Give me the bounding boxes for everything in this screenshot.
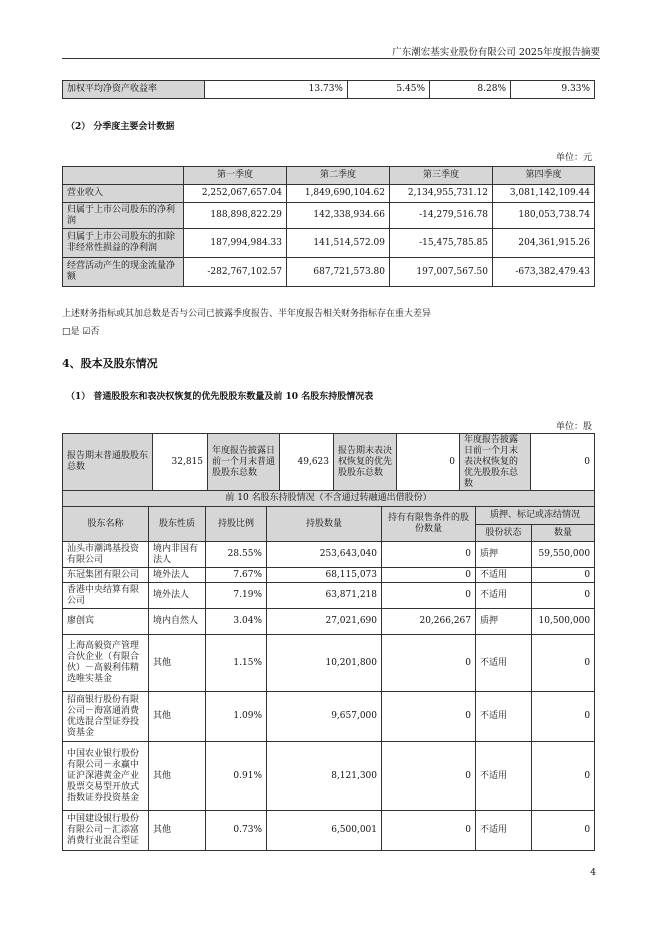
cell-value: 142,338,934.66 xyxy=(287,203,390,229)
holder-name: 东冠集团有限公司 xyxy=(63,568,149,583)
quarterly-unit: 单位：元 xyxy=(555,153,592,163)
quarterly-corner xyxy=(63,167,184,185)
holder-name: 招商银行股份有限公司－海富通消费优选混合型证券投资基金 xyxy=(63,692,149,742)
row-label: 经营活动产生的现金流量净额 xyxy=(63,258,184,287)
holder-quantity: 6,500,001 xyxy=(267,811,382,851)
table-row xyxy=(63,229,595,258)
holder-name: 中国农业银行股份有限公司－永赢中证沪深港黄金产业股票交易型开放式指数证券投资基金 xyxy=(63,742,149,811)
holder-ratio: 1.15% xyxy=(206,635,267,692)
holder-amount: 0 xyxy=(532,692,595,742)
holder-restricted: 0 xyxy=(382,692,476,742)
table-row xyxy=(63,203,595,229)
roe-label: 加权平均净资产收益率 xyxy=(63,81,205,99)
section-4-title: 4、股本及股东情况 xyxy=(62,357,158,370)
holder-status: 不适用 xyxy=(476,568,532,583)
summary-row xyxy=(63,434,595,491)
shareholders-subtitle: （1） 普通股股东和表决权恢复的优先股股东数量及前 10 名股东持股情况表 xyxy=(66,392,374,402)
shareholder-summary-table xyxy=(62,433,595,491)
column-header: 持有有限售条件的股份数量 xyxy=(382,507,476,542)
holder-ratio: 1.09% xyxy=(206,692,267,742)
column-header: 第二季度 xyxy=(287,167,390,185)
holder-nature: 其他 xyxy=(149,742,206,811)
top10-caption-row xyxy=(63,491,595,507)
holder-restricted: 0 xyxy=(382,568,476,583)
holder-amount: 0 xyxy=(532,811,595,851)
cell-value: 687,721,573.80 xyxy=(287,258,390,287)
quarterly-table xyxy=(62,166,595,287)
row-label: 营业收入 xyxy=(63,185,184,203)
holder-status: 质押 xyxy=(476,542,532,568)
holder-quantity: 9,657,000 xyxy=(267,692,382,742)
holder-nature: 其他 xyxy=(149,811,206,851)
roe-row xyxy=(63,81,595,99)
row-label: 归属于上市公司股东的扣除非经常性损益的净利润 xyxy=(63,229,184,258)
cell-value: 197,007,567.50 xyxy=(390,258,493,287)
cell-value: -14,279,516.78 xyxy=(390,203,493,229)
holder-name: 香港中央结算有限公司 xyxy=(63,583,149,609)
cell-value: 187,994,984.33 xyxy=(184,229,287,258)
summary-value: 0 xyxy=(397,434,460,491)
disclosure-choice: □是 ☑否 xyxy=(62,327,100,337)
column-header: 持股比例 xyxy=(206,507,267,542)
holder-name: 中国建设银行股份有限公司－汇添富消费行业混合型证 xyxy=(63,811,149,851)
summary-label: 年度报告披露日前一个月末表决权恢复的优先股股东总数 xyxy=(460,434,531,491)
holder-nature: 境外法人 xyxy=(149,568,206,583)
holder-restricted: 0 xyxy=(382,811,476,851)
holder-restricted: 0 xyxy=(382,742,476,811)
holder-nature: 境内自然人 xyxy=(149,609,206,635)
holder-status: 不适用 xyxy=(476,692,532,742)
holder-ratio: 0.91% xyxy=(206,742,267,811)
column-header: 数量 xyxy=(532,525,595,542)
holder-name: 汕头市潮鸿基投资有限公司 xyxy=(63,542,149,568)
page-number: 4 xyxy=(590,868,596,878)
holder-quantity: 10,201,800 xyxy=(267,635,382,692)
holder-ratio: 0.73% xyxy=(206,811,267,851)
holder-quantity: 68,115,073 xyxy=(267,568,382,583)
top10-header-row xyxy=(63,507,595,525)
holder-restricted: 20,266,267 xyxy=(382,609,476,635)
holder-amount: 0 xyxy=(532,742,595,811)
holder-name: 廖创宾 xyxy=(63,609,149,635)
table-row xyxy=(63,258,595,287)
holder-nature: 境内非国有法人 xyxy=(149,542,206,568)
holder-nature: 其他 xyxy=(149,692,206,742)
column-header: 第四季度 xyxy=(493,167,595,185)
holder-amount: 0 xyxy=(532,568,595,583)
summary-label: 报告期末表决权恢复的优先股股东总数 xyxy=(334,434,397,491)
cell-value: 141,514,572.09 xyxy=(287,229,390,258)
holder-amount: 10,500,000 xyxy=(532,609,595,635)
holder-restricted: 0 xyxy=(382,635,476,692)
cell-value: 180,053,738.74 xyxy=(493,203,595,229)
cell-value: 2,252,067,657.04 xyxy=(184,185,287,203)
holder-name: 上海高毅资产管理合伙企业（有限合伙）－高毅利伟精选唯实基金 xyxy=(63,635,149,692)
cell-value: 3,081,142,109.44 xyxy=(493,185,595,203)
holder-quantity: 63,871,218 xyxy=(267,583,382,609)
summary-label: 报告期末普通股股东总数 xyxy=(63,434,153,491)
table-row xyxy=(63,635,595,692)
holder-ratio: 7.67% xyxy=(206,568,267,583)
holder-quantity: 8,121,300 xyxy=(267,742,382,811)
table-row xyxy=(63,811,595,851)
holder-status: 不适用 xyxy=(476,811,532,851)
table-row xyxy=(63,185,595,203)
column-header: 股份状态 xyxy=(476,525,532,542)
row-label: 归属于上市公司股东的净利润 xyxy=(63,203,184,229)
holder-ratio: 7.19% xyxy=(206,583,267,609)
table-row xyxy=(63,542,595,568)
summary-value: 0 xyxy=(531,434,595,491)
column-header: 股东性质 xyxy=(149,507,206,542)
summary-value: 49,623 xyxy=(280,434,334,491)
roe-value: 8.28% xyxy=(430,81,511,99)
table-row xyxy=(63,609,595,635)
table-row xyxy=(63,692,595,742)
table-row xyxy=(63,583,595,609)
cell-value: -282,767,102.57 xyxy=(184,258,287,287)
cell-value: 188,898,822.29 xyxy=(184,203,287,229)
holder-ratio: 3.04% xyxy=(206,609,267,635)
holder-quantity: 253,643,040 xyxy=(267,542,382,568)
holder-amount: 0 xyxy=(532,583,595,609)
shareholders-unit: 单位：股 xyxy=(555,422,592,432)
holder-nature: 其他 xyxy=(149,635,206,692)
summary-value: 32,815 xyxy=(153,434,208,491)
holder-quantity: 27,021,690 xyxy=(267,609,382,635)
holder-restricted: 0 xyxy=(382,583,476,609)
cell-value: 2,134,955,731.12 xyxy=(390,185,493,203)
column-header: 质押、标记或冻结情况 xyxy=(476,507,595,525)
report-header: 广东潮宏基实业股份有限公司 2025年度报告摘要 xyxy=(392,47,600,58)
cell-value: 204,361,915.26 xyxy=(493,229,595,258)
header-divider xyxy=(62,58,600,59)
holder-status: 不适用 xyxy=(476,742,532,811)
table-row xyxy=(63,742,595,811)
column-header: 第一季度 xyxy=(184,167,287,185)
roe-value: 13.73% xyxy=(205,81,348,99)
top10-caption: 前 10 名股东持股情况（不含通过转融通出借股份） xyxy=(63,491,595,507)
holder-amount: 59,550,000 xyxy=(532,542,595,568)
summary-label: 年度报告披露日前一个月末普通股股东总数 xyxy=(208,434,280,491)
cell-value: -673,382,479.43 xyxy=(493,258,595,287)
quarterly-header-row xyxy=(63,167,595,185)
table-row xyxy=(63,568,595,583)
holder-amount: 0 xyxy=(532,635,595,692)
quarterly-section-title: （2） 分季度主要会计数据 xyxy=(66,122,175,132)
disclosure-note: 上述财务指标或其加总数是否与公司已披露季度报告、半年度报告相关财务指标存在重大差异 xyxy=(62,309,432,319)
holder-nature: 境外法人 xyxy=(149,583,206,609)
holder-restricted: 0 xyxy=(382,542,476,568)
holder-status: 不适用 xyxy=(476,583,532,609)
roe-value: 9.33% xyxy=(511,81,595,99)
roe-table xyxy=(62,80,595,99)
column-header: 持股数量 xyxy=(267,507,382,542)
cell-value: 1,849,690,104.62 xyxy=(287,185,390,203)
holder-status: 不适用 xyxy=(476,635,532,692)
top10-shareholders-table xyxy=(62,490,595,851)
holder-status: 质押 xyxy=(476,609,532,635)
column-header: 股东名称 xyxy=(63,507,149,542)
roe-value: 5.45% xyxy=(348,81,430,99)
holder-ratio: 28.55% xyxy=(206,542,267,568)
column-header: 第三季度 xyxy=(390,167,493,185)
cell-value: -15,475,785.85 xyxy=(390,229,493,258)
